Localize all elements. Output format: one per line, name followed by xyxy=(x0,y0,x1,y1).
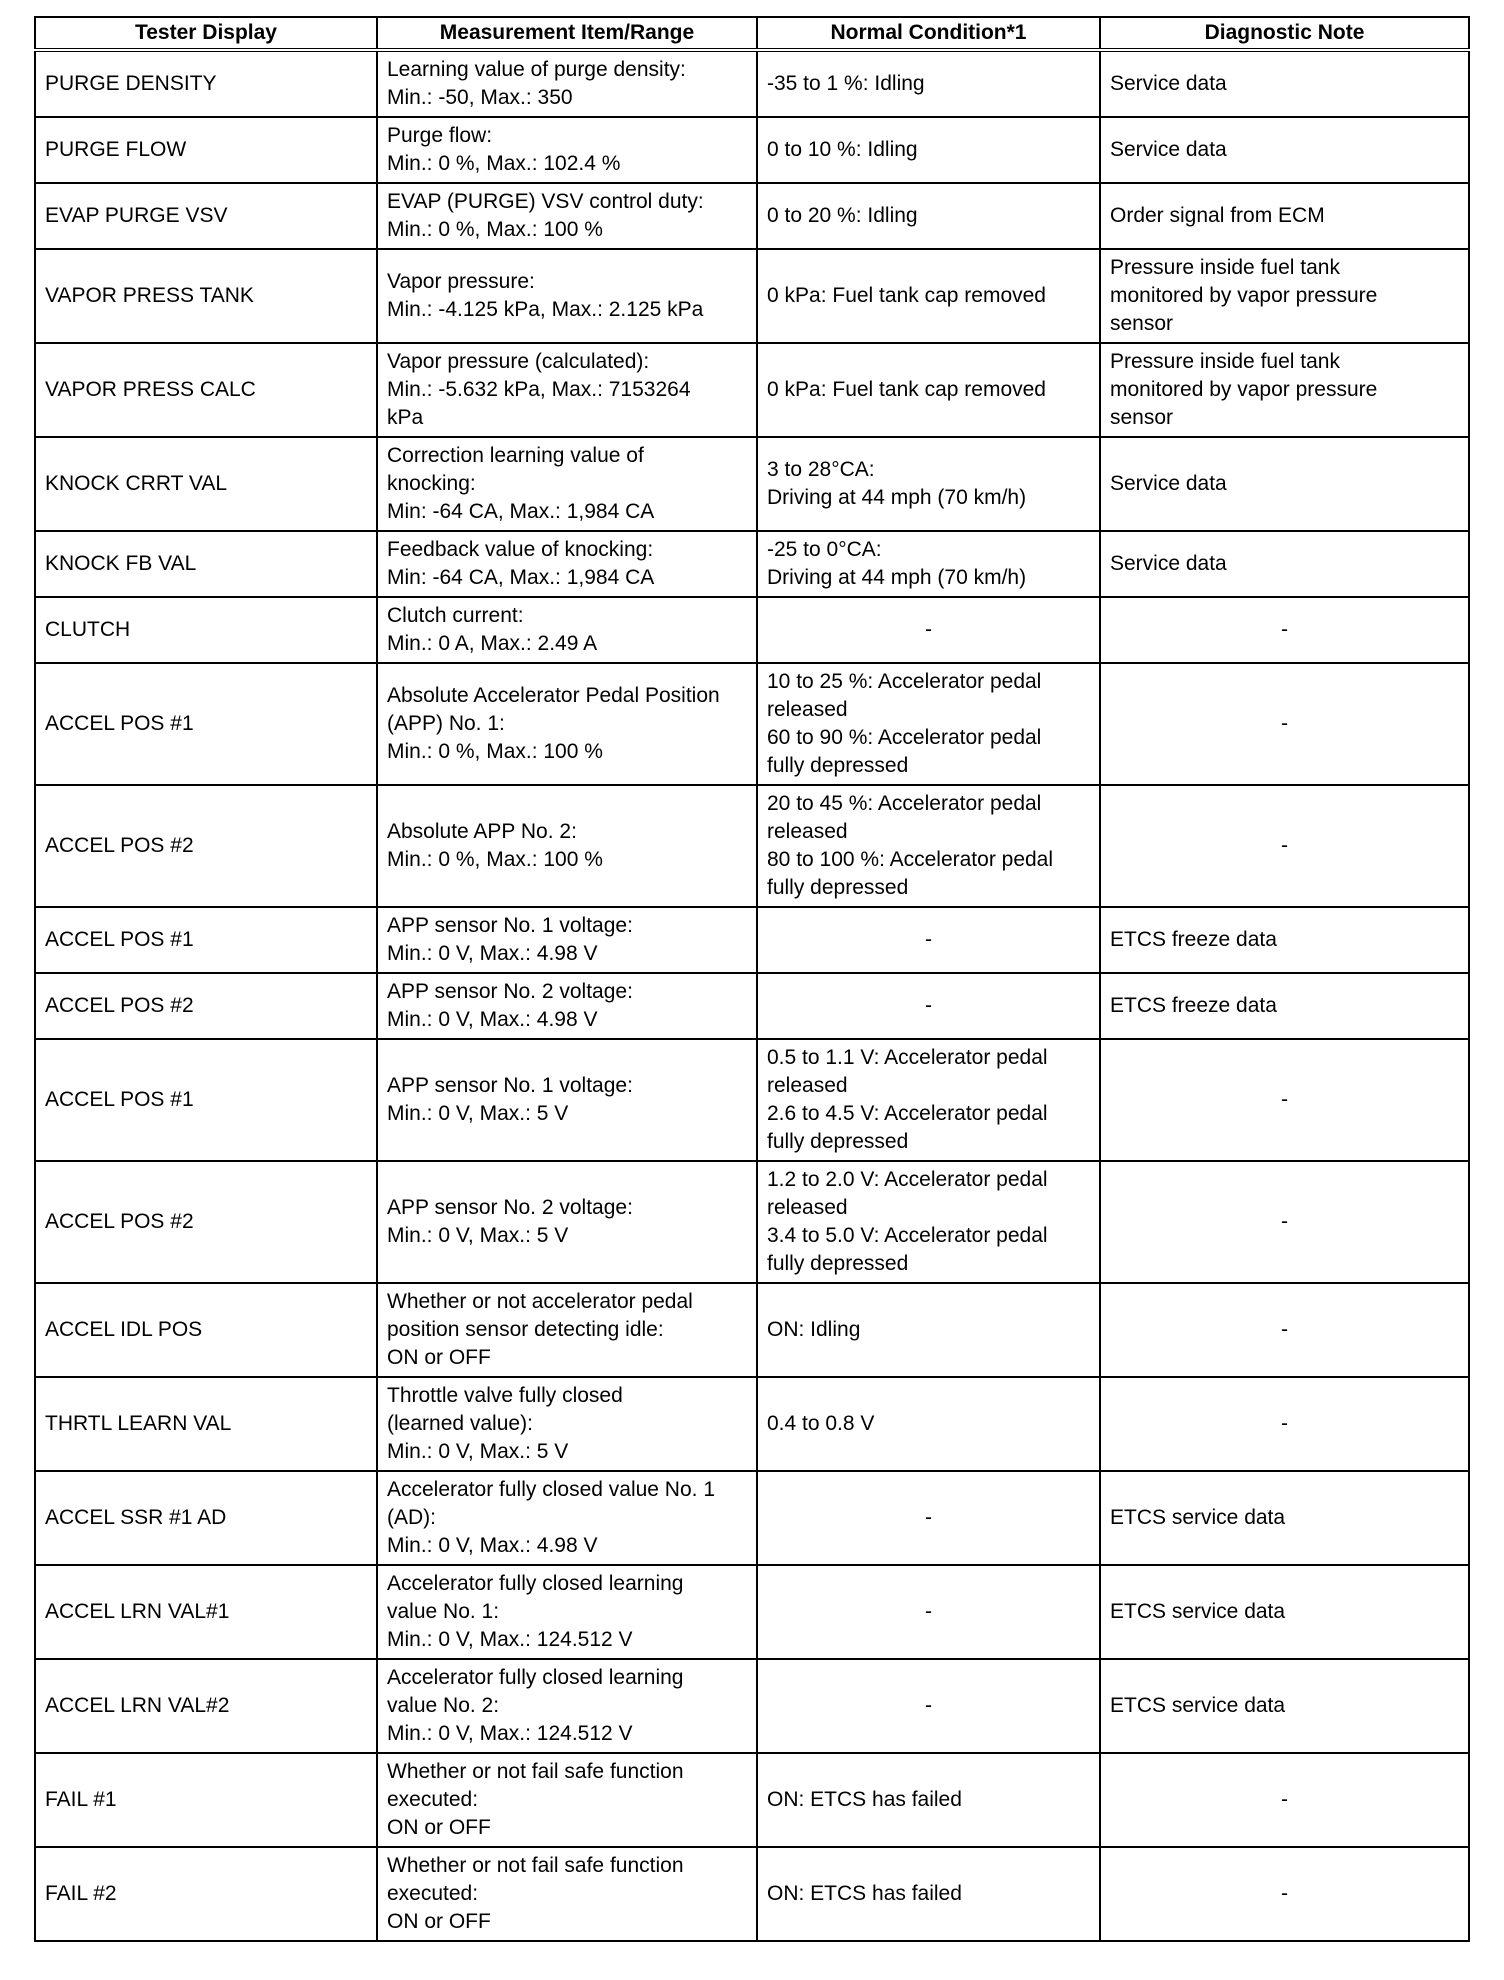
cell-measurement-item: Clutch current: Min.: 0 A, Max.: 2.49 A xyxy=(377,597,757,663)
cell-normal-condition: ON: ETCS has failed xyxy=(757,1847,1100,1941)
cell-normal-condition: 0 kPa: Fuel tank cap removed xyxy=(757,249,1100,343)
cell-tester-display: FAIL #2 xyxy=(35,1847,377,1941)
cell-diagnostic-note: ETCS service data xyxy=(1100,1565,1469,1659)
table-row xyxy=(35,785,1469,907)
cell-measurement-item: Purge flow: Min.: 0 %, Max.: 102.4 % xyxy=(377,117,757,183)
table-row xyxy=(35,1565,1469,1659)
cell-diagnostic-note: - xyxy=(1100,1753,1469,1847)
data-list-table xyxy=(34,16,1470,1942)
cell-measurement-item: EVAP (PURGE) VSV control duty: Min.: 0 %, Max.: 100 % xyxy=(377,183,757,249)
cell-normal-condition: - xyxy=(757,1471,1100,1565)
cell-measurement-item: Accelerator fully closed value No. 1 (AD): Min.: 0 V, Max.: 4.98 V xyxy=(377,1471,757,1565)
table-row xyxy=(35,1847,1469,1941)
cell-diagnostic-note: - xyxy=(1100,597,1469,663)
cell-tester-display: VAPOR PRESS CALC xyxy=(35,343,377,437)
cell-normal-condition: 0 to 10 %: Idling xyxy=(757,117,1100,183)
cell-measurement-item: Vapor pressure (calculated): Min.: -5.632 kPa, Max.: 7153264 kPa xyxy=(377,343,757,437)
cell-diagnostic-note: Service data xyxy=(1100,117,1469,183)
header-tester-display: Tester Display xyxy=(35,17,377,50)
cell-measurement-item: APP sensor No. 2 voltage: Min.: 0 V, Max.: 4.98 V xyxy=(377,973,757,1039)
cell-tester-display: PURGE DENSITY xyxy=(35,50,377,117)
cell-diagnostic-note: - xyxy=(1100,1847,1469,1941)
cell-diagnostic-note: Pressure inside fuel tank monitored by vapor pressure sensor xyxy=(1100,249,1469,343)
cell-normal-condition: 0.5 to 1.1 V: Accelerator pedal released 2.6 to 4.5 V: Accelerator pedal fully depressed xyxy=(757,1039,1100,1161)
cell-diagnostic-note: Order signal from ECM xyxy=(1100,183,1469,249)
header-row xyxy=(35,17,1469,50)
cell-diagnostic-note: ETCS freeze data xyxy=(1100,907,1469,973)
table-row xyxy=(35,343,1469,437)
cell-tester-display: ACCEL POS #1 xyxy=(35,1039,377,1161)
table-row xyxy=(35,973,1469,1039)
table-row xyxy=(35,597,1469,663)
cell-tester-display: ACCEL IDL POS xyxy=(35,1283,377,1377)
cell-measurement-item: Correction learning value of knocking: Min: -64 CA, Max.: 1,984 CA xyxy=(377,437,757,531)
table-row xyxy=(35,1659,1469,1753)
cell-diagnostic-note: ETCS service data xyxy=(1100,1659,1469,1753)
cell-measurement-item: Accelerator fully closed learning value No. 2: Min.: 0 V, Max.: 124.512 V xyxy=(377,1659,757,1753)
table-row xyxy=(35,50,1469,117)
cell-measurement-item: Absolute Accelerator Pedal Position (APP) No. 1: Min.: 0 %, Max.: 100 % xyxy=(377,663,757,785)
cell-measurement-item: Whether or not accelerator pedal position sensor detecting idle: ON or OFF xyxy=(377,1283,757,1377)
cell-normal-condition: - xyxy=(757,973,1100,1039)
cell-measurement-item: Feedback value of knocking: Min: -64 CA, Max.: 1,984 CA xyxy=(377,531,757,597)
cell-measurement-item: Whether or not fail safe function executed: ON or OFF xyxy=(377,1753,757,1847)
table-row xyxy=(35,1283,1469,1377)
cell-normal-condition: - xyxy=(757,1659,1100,1753)
cell-diagnostic-note: Service data xyxy=(1100,531,1469,597)
cell-tester-display: PURGE FLOW xyxy=(35,117,377,183)
cell-normal-condition: 0.4 to 0.8 V xyxy=(757,1377,1100,1471)
cell-tester-display: ACCEL POS #1 xyxy=(35,907,377,973)
cell-normal-condition: -25 to 0°CA: Driving at 44 mph (70 km/h) xyxy=(757,531,1100,597)
table-row xyxy=(35,1039,1469,1161)
cell-tester-display: THRTL LEARN VAL xyxy=(35,1377,377,1471)
cell-diagnostic-note: - xyxy=(1100,663,1469,785)
cell-normal-condition: ON: ETCS has failed xyxy=(757,1753,1100,1847)
cell-tester-display: ACCEL POS #2 xyxy=(35,785,377,907)
cell-normal-condition: 1.2 to 2.0 V: Accelerator pedal released 3.4 to 5.0 V: Accelerator pedal fully depressed xyxy=(757,1161,1100,1283)
data-list-sheet xyxy=(34,16,1468,1942)
cell-tester-display: EVAP PURGE VSV xyxy=(35,183,377,249)
cell-measurement-item: Accelerator fully closed learning value No. 1: Min.: 0 V, Max.: 124.512 V xyxy=(377,1565,757,1659)
header-diagnostic-note: Diagnostic Note xyxy=(1100,17,1469,50)
table-row xyxy=(35,1753,1469,1847)
cell-tester-display: KNOCK FB VAL xyxy=(35,531,377,597)
table-row xyxy=(35,183,1469,249)
table-row xyxy=(35,437,1469,531)
table-row xyxy=(35,1377,1469,1471)
cell-diagnostic-note: Pressure inside fuel tank monitored by vapor pressure sensor xyxy=(1100,343,1469,437)
header-normal-condition: Normal Condition*1 xyxy=(757,17,1100,50)
cell-measurement-item: Vapor pressure: Min.: -4.125 kPa, Max.: 2.125 kPa xyxy=(377,249,757,343)
cell-normal-condition: - xyxy=(757,1565,1100,1659)
cell-normal-condition: 3 to 28°CA: Driving at 44 mph (70 km/h) xyxy=(757,437,1100,531)
cell-diagnostic-note: Service data xyxy=(1100,50,1469,117)
cell-diagnostic-note: Service data xyxy=(1100,437,1469,531)
cell-tester-display: ACCEL POS #1 xyxy=(35,663,377,785)
cell-measurement-item: APP sensor No. 1 voltage: Min.: 0 V, Max.: 5 V xyxy=(377,1039,757,1161)
cell-normal-condition: - xyxy=(757,907,1100,973)
cell-measurement-item: Absolute APP No. 2: Min.: 0 %, Max.: 100 % xyxy=(377,785,757,907)
cell-diagnostic-note: - xyxy=(1100,1161,1469,1283)
table-row xyxy=(35,907,1469,973)
cell-tester-display: ACCEL POS #2 xyxy=(35,1161,377,1283)
cell-tester-display: CLUTCH xyxy=(35,597,377,663)
cell-normal-condition: 0 to 20 %: Idling xyxy=(757,183,1100,249)
cell-tester-display: FAIL #1 xyxy=(35,1753,377,1847)
cell-diagnostic-note: ETCS freeze data xyxy=(1100,973,1469,1039)
table-row xyxy=(35,663,1469,785)
cell-tester-display: VAPOR PRESS TANK xyxy=(35,249,377,343)
cell-measurement-item: Throttle valve fully closed (learned value): Min.: 0 V, Max.: 5 V xyxy=(377,1377,757,1471)
cell-measurement-item: Learning value of purge density: Min.: -50, Max.: 350 xyxy=(377,50,757,117)
cell-normal-condition: -35 to 1 %: Idling xyxy=(757,50,1100,117)
header-measurement-item: Measurement Item/Range xyxy=(377,17,757,50)
cell-tester-display: KNOCK CRRT VAL xyxy=(35,437,377,531)
cell-normal-condition: 20 to 45 %: Accelerator pedal released 80 to 100 %: Accelerator pedal fully depressed xyxy=(757,785,1100,907)
cell-normal-condition: 0 kPa: Fuel tank cap removed xyxy=(757,343,1100,437)
cell-diagnostic-note: - xyxy=(1100,1283,1469,1377)
cell-measurement-item: Whether or not fail safe function executed: ON or OFF xyxy=(377,1847,757,1941)
table-row xyxy=(35,1161,1469,1283)
cell-tester-display: ACCEL SSR #1 AD xyxy=(35,1471,377,1565)
cell-diagnostic-note: - xyxy=(1100,785,1469,907)
cell-tester-display: ACCEL LRN VAL#1 xyxy=(35,1565,377,1659)
table-row xyxy=(35,531,1469,597)
cell-diagnostic-note: - xyxy=(1100,1377,1469,1471)
cell-measurement-item: APP sensor No. 1 voltage: Min.: 0 V, Max.: 4.98 V xyxy=(377,907,757,973)
cell-normal-condition: - xyxy=(757,597,1100,663)
table-row xyxy=(35,1471,1469,1565)
cell-diagnostic-note: ETCS service data xyxy=(1100,1471,1469,1565)
table-row xyxy=(35,249,1469,343)
cell-tester-display: ACCEL LRN VAL#2 xyxy=(35,1659,377,1753)
cell-tester-display: ACCEL POS #2 xyxy=(35,973,377,1039)
table-row xyxy=(35,117,1469,183)
cell-measurement-item: APP sensor No. 2 voltage: Min.: 0 V, Max.: 5 V xyxy=(377,1161,757,1283)
cell-diagnostic-note: - xyxy=(1100,1039,1469,1161)
cell-normal-condition: 10 to 25 %: Accelerator pedal released 60 to 90 %: Accelerator pedal fully depressed xyxy=(757,663,1100,785)
cell-normal-condition: ON: Idling xyxy=(757,1283,1100,1377)
